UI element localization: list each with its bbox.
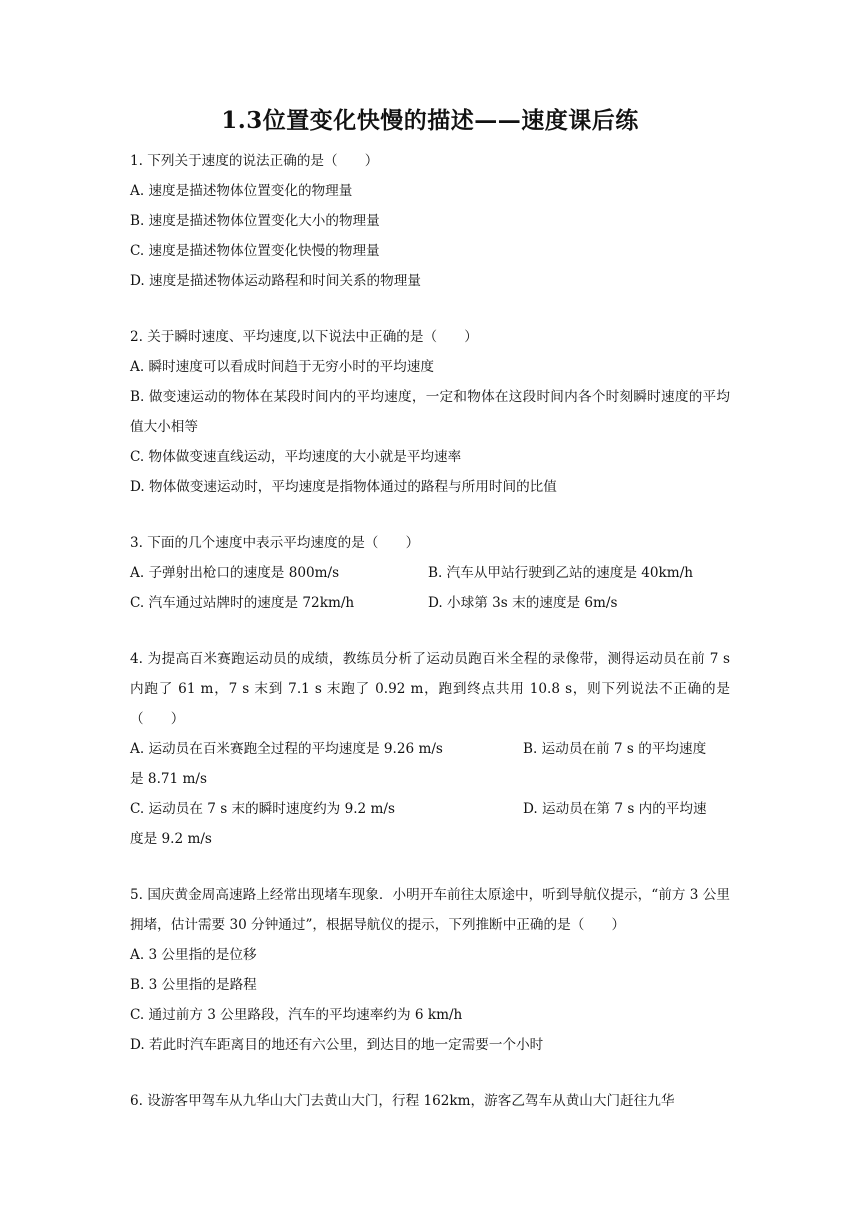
option-b: B. 做变速运动的物体在某段时间内的平均速度，一定和物体在这段时间内各个时刻瞬时速度的平均值大小相等 (130, 389, 730, 435)
option-d: D. 若此时汽车距离目的地还有六公里，到达目的地一定需要一个小时 (130, 1037, 544, 1053)
option-row (130, 588, 730, 618)
option-row (130, 794, 730, 824)
question-stem: 3. 下面的几个速度中表示平均速度的是（ ） (130, 535, 420, 551)
option-row (130, 558, 730, 588)
option-b: B. 速度是描述物体位置变化大小的物理量 (130, 213, 380, 229)
option-b: B. 运动员在前 7 s 的平均速度 (523, 741, 707, 757)
option-a: A. 子弹射出枪口的速度是 800m/s (130, 565, 340, 581)
question-3 (130, 528, 730, 618)
option-a: A. 3 公里指的是位移 (130, 947, 257, 963)
option-c: C. 通过前方 3 公里路段，汽车的平均速率约为 6 km/h (130, 1007, 463, 1023)
option-d: D. 速度是描述物体运动路程和时间关系的物理量 (130, 273, 421, 289)
question-stem: 4. 为提高百米赛跑运动员的成绩，教练员分析了运动员跑百米全程的录像带，测得运动员在前 7 s 内跑了 61 m，7 s 末到 7.1 s 末跑了 0.92 m，跑到终点共用 10.8 s，则下列说法不正确的是（ ） (130, 651, 730, 727)
option-b-continued: 是 8.71 m/s (130, 771, 207, 787)
question-2 (130, 322, 730, 502)
option-row (130, 734, 730, 764)
option-c: C. 汽车通过站牌时的速度是 72km/h (130, 595, 355, 611)
option-c: C. 速度是描述物体位置变化快慢的物理量 (130, 243, 380, 259)
option-a: A. 速度是描述物体位置变化的物理量 (130, 183, 353, 199)
option-b: B. 3 公里指的是路程 (130, 977, 257, 993)
question-stem: 6. 设游客甲驾车从九华山大门去黄山大门，行程 162km，游客乙驾车从黄山大门赶往九华 (130, 1093, 675, 1109)
page-title: 1.3位置变化快慢的描述——速度课后练 (221, 107, 639, 134)
question-1 (130, 146, 730, 296)
option-d: D. 运动员在第 7 s 内的平均速 (523, 801, 707, 817)
option-c: C. 运动员在 7 s 末的瞬时速度约为 9.2 m/s (130, 801, 395, 817)
question-6 (130, 1086, 730, 1116)
question-stem: 2. 关于瞬时速度、平均速度,以下说法中正确的是（ ） (130, 329, 478, 345)
option-b: B. 汽车从甲站行驶到乙站的速度是 40km/h (428, 565, 694, 581)
option-a: A. 瞬时速度可以看成时间趋于无穷小时的平均速度 (130, 359, 434, 375)
question-4 (130, 644, 730, 854)
option-d: D. 小球第 3s 末的速度是 6m/s (428, 595, 618, 611)
option-a: A. 运动员在百米赛跑全过程的平均速度是 9.26 m/s (130, 741, 443, 757)
question-stem: 1. 下列关于速度的说法正确的是（ ） (130, 153, 379, 169)
question-5 (130, 880, 730, 1060)
option-d: D. 物体做变速运动时，平均速度是指物体通过的路程与所用时间的比值 (130, 479, 557, 495)
question-stem: 5. 国庆黄金周高速路上经常出现堵车现象．小明开车前往太原途中，听到导航仪提示，“前方 3 公里拥堵，估计需要 30 分钟通过”，根据导航仪的提示，下列推断中正确的是（ ） (130, 887, 730, 933)
option-c: C. 物体做变速直线运动，平均速度的大小就是平均速率 (130, 449, 462, 465)
option-d-continued: 度是 9.2 m/s (130, 831, 212, 847)
questions-content (130, 146, 730, 1142)
